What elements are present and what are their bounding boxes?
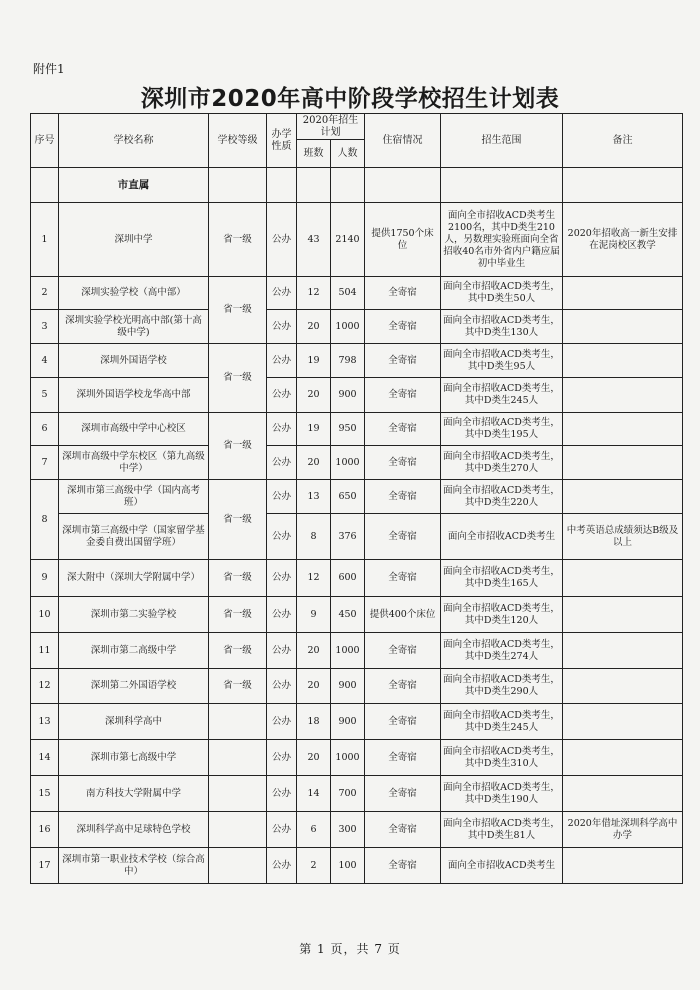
cell-lodging: 全寄宿 [365, 704, 441, 740]
cell-scope: 面向全市招收ACD类考生，其中D类生165人 [441, 560, 563, 597]
cell-note [563, 776, 683, 812]
cell-no: 3 [31, 310, 59, 344]
header-classes: 班数 [297, 140, 331, 168]
cell-lodging: 全寄宿 [365, 776, 441, 812]
table-row [31, 669, 683, 704]
cell-scope: 面向全市招收ACD类考生2100名，其中D类生210人，另数理实验班面向全省招收40名市外省内户籍应届初中毕业生 [441, 203, 563, 277]
cell-lodging: 全寄宿 [365, 310, 441, 344]
cell-students: 650 [331, 480, 365, 514]
table-row [31, 446, 683, 480]
cell-nature: 公办 [267, 704, 297, 740]
cell-name: 深圳市高级中学中心校区 [59, 413, 209, 446]
table-row [31, 812, 683, 848]
cell-name: 南方科技大学附属中学 [59, 776, 209, 812]
cell-lodging: 全寄宿 [365, 446, 441, 480]
table-row [31, 413, 683, 446]
cell-classes: 14 [297, 776, 331, 812]
table-row [31, 310, 683, 344]
cell-name: 深圳外国语学校龙华高中部 [59, 378, 209, 413]
cell-note [563, 344, 683, 378]
cell-classes: 12 [297, 277, 331, 310]
cell-classes: 20 [297, 310, 331, 344]
cell-students: 300 [331, 812, 365, 848]
header-scope: 招生范围 [441, 114, 563, 168]
cell-no: 5 [31, 378, 59, 413]
cell-scope: 面向全市招收ACD类考生 [441, 848, 563, 884]
cell-scope: 面向全市招收ACD类考生，其中D类生245人 [441, 378, 563, 413]
cell-nature: 公办 [267, 277, 297, 310]
cell-no: 1 [31, 203, 59, 277]
table-row [31, 597, 683, 633]
cell-no: 17 [31, 848, 59, 884]
cell-no: 11 [31, 633, 59, 669]
cell-lodging: 全寄宿 [365, 514, 441, 560]
cell-scope: 面向全市招收ACD类考生，其中D类生81人 [441, 812, 563, 848]
cell-name: 深圳科学高中足球特色学校 [59, 812, 209, 848]
cell-scope: 面向全市招收ACD类考生，其中D类生310人 [441, 740, 563, 776]
table-cell [209, 168, 267, 203]
cell-lodging: 全寄宿 [365, 413, 441, 446]
cell-nature: 公办 [267, 776, 297, 812]
cell-students: 376 [331, 514, 365, 560]
cell-name: 深圳市第三高级中学（国家留学基金委自费出国留学班） [59, 514, 209, 560]
cell-classes: 12 [297, 560, 331, 597]
cell-note [563, 669, 683, 704]
cell-name: 深圳外国语学校 [59, 344, 209, 378]
cell-classes: 13 [297, 480, 331, 514]
cell-note [563, 597, 683, 633]
cell-nature: 公办 [267, 812, 297, 848]
cell-lodging: 全寄宿 [365, 669, 441, 704]
cell-name: 深大附中（深圳大学附属中学） [59, 560, 209, 597]
cell-note: 2020年招收高一新生安排在泥岗校区教学 [563, 203, 683, 277]
cell-no: 15 [31, 776, 59, 812]
cell-note [563, 633, 683, 669]
cell-note [563, 560, 683, 597]
cell-no: 14 [31, 740, 59, 776]
cell-note: 2020年借址深圳科学高中办学 [563, 812, 683, 848]
cell-classes: 20 [297, 446, 331, 480]
cell-scope: 面向全市招收ACD类考生，其中D类生130人 [441, 310, 563, 344]
table-row [31, 480, 683, 514]
cell-note [563, 704, 683, 740]
cell-classes: 43 [297, 203, 331, 277]
cell-classes: 20 [297, 633, 331, 669]
header-students: 人数 [331, 140, 365, 168]
cell-classes: 6 [297, 812, 331, 848]
cell-nature: 公办 [267, 633, 297, 669]
table-cell [331, 168, 365, 203]
cell-level: 省一级 [209, 560, 267, 597]
table-row [31, 740, 683, 776]
cell-lodging: 全寄宿 [365, 812, 441, 848]
table-body [31, 168, 683, 884]
cell-students: 700 [331, 776, 365, 812]
cell-lodging: 全寄宿 [365, 277, 441, 310]
cell-note [563, 446, 683, 480]
table-cell [297, 168, 331, 203]
cell-name: 深圳实验学校光明高中部(第十高级中学) [59, 310, 209, 344]
cell-name: 深圳实验学校（高中部） [59, 277, 209, 310]
cell-note [563, 277, 683, 310]
cell-level: 省一级 [209, 633, 267, 669]
cell-note [563, 480, 683, 514]
cell-lodging: 提供1750个床位 [365, 203, 441, 277]
header-plan: 2020年招生计划 [297, 114, 365, 140]
cell-scope: 面向全市招收ACD类考生，其中D类生270人 [441, 446, 563, 480]
cell-name: 深圳市第七高级中学 [59, 740, 209, 776]
cell-nature: 公办 [267, 344, 297, 378]
section-row [31, 168, 683, 203]
cell-level: 省一级 [209, 203, 267, 277]
table-row [31, 633, 683, 669]
table-row [31, 514, 683, 560]
cell-name: 深圳市第三高级中学（国内高考班） [59, 480, 209, 514]
page-number: 第 1 页，共 7 页 [299, 942, 401, 956]
cell-lodging: 全寄宿 [365, 560, 441, 597]
cell-nature: 公办 [267, 310, 297, 344]
cell-scope: 面向全市招收ACD类考生，其中D类生50人 [441, 277, 563, 310]
cell-nature: 公办 [267, 446, 297, 480]
cell-no: 8 [31, 480, 59, 560]
cell-students: 1000 [331, 446, 365, 480]
cell-nature: 公办 [267, 669, 297, 704]
table-row [31, 704, 683, 740]
cell-lodging: 全寄宿 [365, 378, 441, 413]
header-nature: 办学性质 [267, 114, 297, 168]
cell-note [563, 378, 683, 413]
cell-classes: 20 [297, 669, 331, 704]
cell-scope: 面向全市招收ACD类考生，其中D类生245人 [441, 704, 563, 740]
cell-scope: 面向全市招收ACD类考生，其中D类生120人 [441, 597, 563, 633]
header-no: 序号 [31, 114, 59, 168]
cell-students: 504 [331, 277, 365, 310]
cell-classes: 19 [297, 413, 331, 446]
cell-lodging: 全寄宿 [365, 848, 441, 884]
cell-note [563, 413, 683, 446]
cell-name: 深圳市第二实验学校 [59, 597, 209, 633]
cell-students: 450 [331, 597, 365, 633]
cell-level: 省一级 [209, 669, 267, 704]
header-level: 学校等级 [209, 114, 267, 168]
section-label: 市直属 [59, 168, 209, 203]
cell-classes: 9 [297, 597, 331, 633]
cell-name: 深圳市第一职业技术学校（综合高中） [59, 848, 209, 884]
cell-classes: 18 [297, 704, 331, 740]
cell-students: 798 [331, 344, 365, 378]
cell-no: 10 [31, 597, 59, 633]
cell-classes: 20 [297, 378, 331, 413]
cell-scope: 面向全市招收ACD类考生，其中D类生290人 [441, 669, 563, 704]
cell-nature: 公办 [267, 848, 297, 884]
table-row [31, 277, 683, 310]
cell-students: 1000 [331, 740, 365, 776]
cell-nature: 公办 [267, 514, 297, 560]
cell-nature: 公办 [267, 560, 297, 597]
cell-lodging: 全寄宿 [365, 740, 441, 776]
cell-lodging: 全寄宿 [365, 480, 441, 514]
cell-level [209, 704, 267, 740]
cell-nature: 公办 [267, 413, 297, 446]
header-lodging: 住宿情况 [365, 114, 441, 168]
cell-level: 省一级 [209, 597, 267, 633]
cell-students: 900 [331, 704, 365, 740]
table-row [31, 776, 683, 812]
table-row [31, 848, 683, 884]
cell-scope: 面向全市招收ACD类考生，其中D类生220人 [441, 480, 563, 514]
cell-note [563, 310, 683, 344]
cell-nature: 公办 [267, 740, 297, 776]
cell-nature: 公办 [267, 597, 297, 633]
cell-no: 9 [31, 560, 59, 597]
header-name: 学校名称 [59, 114, 209, 168]
cell-no: 4 [31, 344, 59, 378]
cell-level: 省一级 [209, 277, 267, 344]
table-cell [267, 168, 297, 203]
cell-students: 1000 [331, 633, 365, 669]
table-cell [365, 168, 441, 203]
cell-classes: 19 [297, 344, 331, 378]
cell-level [209, 776, 267, 812]
cell-scope: 面向全市招收ACD类考生，其中D类生195人 [441, 413, 563, 446]
cell-no: 12 [31, 669, 59, 704]
page-title: 深圳市2020年高中阶段学校招生计划表 [140, 86, 560, 112]
table-row [31, 560, 683, 597]
cell-students: 950 [331, 413, 365, 446]
cell-students: 1000 [331, 310, 365, 344]
cell-scope: 面向全市招收ACD类考生 [441, 514, 563, 560]
cell-students: 100 [331, 848, 365, 884]
cell-students: 900 [331, 378, 365, 413]
cell-scope: 面向全市招收ACD类考生，其中D类生274人 [441, 633, 563, 669]
cell-level [209, 740, 267, 776]
cell-scope: 面向全市招收ACD类考生，其中D类生95人 [441, 344, 563, 378]
cell-nature: 公办 [267, 203, 297, 277]
cell-no: 2 [31, 277, 59, 310]
cell-classes: 20 [297, 740, 331, 776]
table-cell [31, 168, 59, 203]
cell-students: 600 [331, 560, 365, 597]
cell-level: 省一级 [209, 413, 267, 480]
cell-note [563, 848, 683, 884]
cell-note [563, 740, 683, 776]
table-cell [441, 168, 563, 203]
cell-level: 省一级 [209, 480, 267, 560]
cell-students: 900 [331, 669, 365, 704]
header-note: 备注 [563, 114, 683, 168]
cell-note: 中考英语总成绩须达B级及以上 [563, 514, 683, 560]
enrollment-plan-table [30, 113, 683, 884]
table-cell [563, 168, 683, 203]
cell-level [209, 848, 267, 884]
table-header [31, 114, 683, 168]
attachment-label: 附件1 [33, 62, 65, 76]
cell-name: 深圳中学 [59, 203, 209, 277]
cell-no: 6 [31, 413, 59, 446]
table-row [31, 378, 683, 413]
table-row [31, 203, 683, 277]
table-row [31, 344, 683, 378]
cell-nature: 公办 [267, 480, 297, 514]
cell-lodging: 提供400个床位 [365, 597, 441, 633]
cell-name: 深圳科学高中 [59, 704, 209, 740]
cell-level: 省一级 [209, 344, 267, 413]
cell-classes: 8 [297, 514, 331, 560]
cell-classes: 2 [297, 848, 331, 884]
cell-name: 深圳市高级中学东校区（第九高级中学） [59, 446, 209, 480]
cell-lodging: 全寄宿 [365, 633, 441, 669]
cell-students: 2140 [331, 203, 365, 277]
cell-no: 16 [31, 812, 59, 848]
cell-scope: 面向全市招收ACD类考生，其中D类生190人 [441, 776, 563, 812]
cell-nature: 公办 [267, 378, 297, 413]
cell-no: 13 [31, 704, 59, 740]
cell-no: 7 [31, 446, 59, 480]
cell-name: 深圳第二外国语学校 [59, 669, 209, 704]
cell-name: 深圳市第二高级中学 [59, 633, 209, 669]
cell-level [209, 812, 267, 848]
cell-lodging: 全寄宿 [365, 344, 441, 378]
